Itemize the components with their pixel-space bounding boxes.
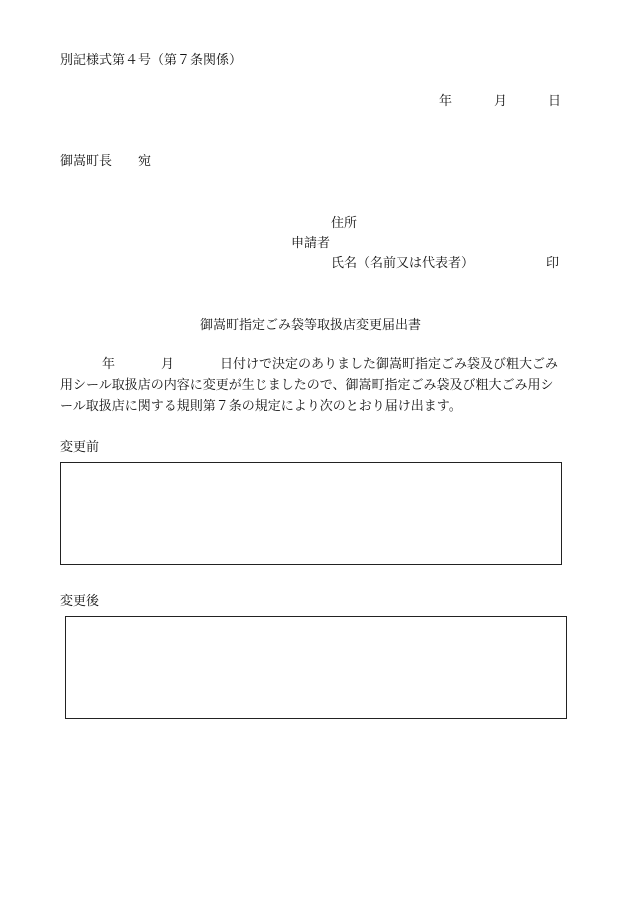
address-label: 住所 [331, 216, 358, 231]
before-change-box[interactable] [60, 462, 562, 565]
date-month-label: 月 [494, 94, 508, 109]
date-year-label: 年 [439, 94, 453, 109]
name-label: 氏名（名前又は代表者） [331, 256, 475, 271]
form-number: 別記様式第４号（第７条関係） [60, 53, 243, 68]
date-day-label: 日 [548, 94, 562, 109]
document-title: 御嵩町指定ごみ袋等取扱店変更届出書 [200, 318, 422, 333]
body-line-2: 用シール取扱店の内容に変更が生じましたので、御嵩町指定ごみ袋及び粗大ごみ用シ [60, 378, 554, 393]
body-line-3: ール取扱店に関する規則第７条の規定により次のとおり届け出ます。 [60, 399, 462, 414]
applicant-label: 申請者 [291, 236, 331, 251]
body-year: 年 [102, 357, 116, 372]
body-line-1-rest: 日付けで決定のありました御嵩町指定ごみ袋及び粗大ごみ [220, 357, 559, 372]
body-line-1 [60, 354, 580, 375]
after-change-box[interactable] [65, 616, 567, 719]
body-month: 月 [161, 357, 175, 372]
addressee: 御嵩町長 宛 [60, 154, 152, 169]
before-change-label: 変更前 [60, 440, 100, 455]
seal-label: 印 [546, 256, 560, 271]
after-change-label: 変更後 [60, 594, 100, 609]
body-text [60, 354, 580, 417]
